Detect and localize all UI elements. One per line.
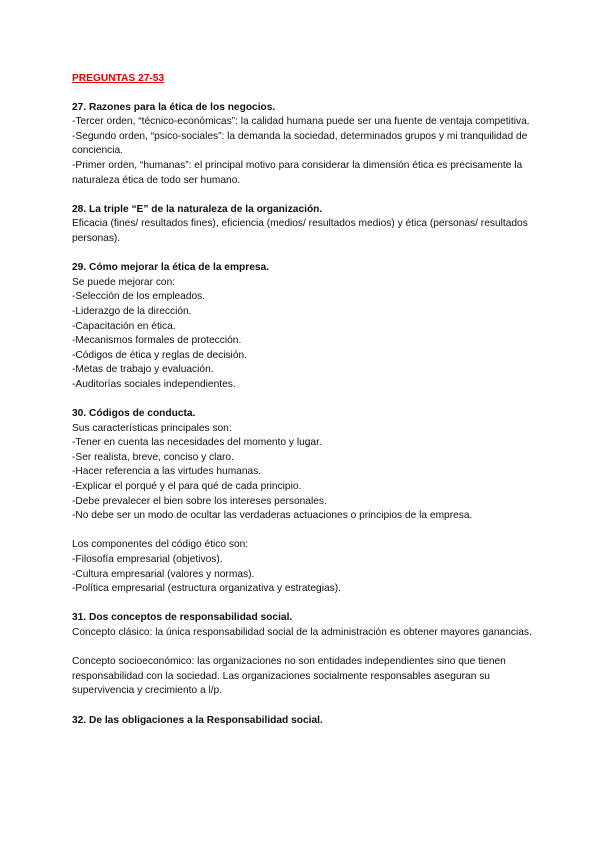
section-line: -Filosofía empresarial (objetivos). [72,554,223,565]
section-line: -Hacer referencia a las virtudes humanas. [72,466,262,478]
section-line: Concepto socioeconómico: las organizaciones no son entidades independientes sino que tienen responsabilidad con la sociedad. Las organizaciones socialmente responsables aseguran su supervivencia y crecimiento a l/p. [72,656,506,697]
section-29 [72,261,540,392]
section-line: -Códigos de ética y reglas de decisión. [72,349,247,361]
section-heading: 31. Dos conceptos de responsabilidad social. [72,612,293,624]
section-line: Sus características principales son: [72,422,232,434]
paragraph-gap [72,641,540,656]
section-line: -Auditorías sociales independientes. [72,378,236,390]
paragraph-gap [72,524,540,539]
section-line: -Explicar el porqué y el para qué de cada principio. [72,481,302,493]
document-title: PREGUNTAS 27-53 [72,73,165,84]
section-line: -Mecanismos formales de protección. [72,335,242,347]
section-heading: 32. De las obligaciones a la Responsabilidad social. [72,714,323,726]
section-28 [72,203,540,247]
section-line: -Primer orden, “humanas”: el principal motivo para considerar la dimensión ética es precisamente la naturaleza ética de todo ser humano. [72,159,523,186]
section-line: -Tercer orden, “técnico-económicas”: la calidad humana puede ser una fuente de ventaja competitiva. [72,116,530,128]
section-heading: 30. Códigos de conducta. [72,408,196,420]
section-line: -Debe prevalecer el bien sobre los intereses personales. [72,495,327,507]
section-heading: 29. Cómo mejorar la ética de la empresa. [72,262,270,274]
section-line: -Cultura empresarial (valores y normas). [72,568,255,580]
section-27 [72,101,540,189]
section-line: Concepto clásico: la única responsabilidad social de la administración es obtener mayores ganancias. [72,626,532,638]
section-heading: 28. La triple “E” de la naturaleza de la organización. [72,203,323,215]
section-line: -Política empresarial (estructura organizativa y estrategias). [72,583,341,595]
section-31 [72,611,540,699]
section-line: -Segundo orden, “psico-sociales”: la demanda la sociedad, determinados grupos y mi tranquilidad de conciencia. [72,130,528,157]
section-line: Eficacia (fines/ resultados fines), eficiencia (medios/ resultados medios) y ética (personas/ resultados personas). [72,218,528,244]
section-line: -Selección de los empleados. [72,291,206,303]
sections-container [72,101,540,729]
section-line: -Capacitación en ética. [72,320,176,332]
section-line: -No debe ser un modo de ocultar las verdaderas actuaciones o principios de la empresa. [72,510,473,522]
section-heading: 27. Razones para la ética de los negocios. [72,101,276,113]
section-line: Se puede mejorar con: [72,276,176,288]
section-line: -Liderazgo de la dirección. [72,305,192,317]
section-line: -Ser realista, breve, conciso y claro. [72,451,234,463]
section-32 [72,714,540,729]
section-line: -Metas de trabajo y evaluación. [72,364,214,376]
section-line: -Tener en cuenta las necesidades del momento y lugar. [72,437,322,449]
section-30 [72,407,540,597]
section-line: Los componentes del código ético son: [72,539,249,551]
